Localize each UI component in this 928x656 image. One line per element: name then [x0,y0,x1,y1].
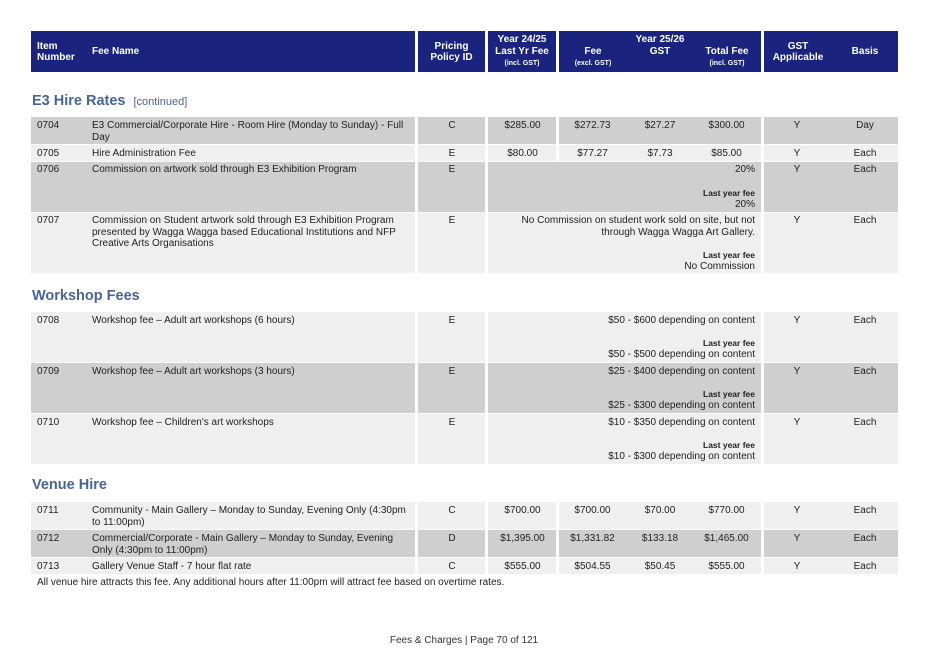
table-row [31,363,898,413]
last-year-fee: $700.00 [504,505,541,516]
pricing-policy: E [448,315,456,326]
page-footer: Fees & Charges | Page 70 of 121 [389,635,539,646]
header-group-gst [764,31,898,72]
pricing-policy: D [448,533,456,544]
gst-applicable: Y [793,315,801,326]
fee-value: $25 - $400 depending on content [608,366,755,377]
basis: Each [853,533,877,544]
pricing-policy: E [448,164,456,175]
header-year-prev-label: Year 24/25 [497,34,547,45]
table-row [31,558,898,574]
fee-name: Workshop fee – Adult art workshops (3 hours) [92,366,295,377]
header-group-item [31,31,415,72]
basis: Each [853,505,877,516]
gst-applicable: Y [793,505,801,516]
gst-applicable: Y [793,533,801,544]
pricing-policy: C [448,120,456,131]
table-row [31,312,898,362]
section-e3-title-text: E3 Hire Rates [32,93,126,109]
header-gst-applicable [764,41,832,63]
basis: Each [853,315,877,326]
basis: Each [853,164,877,175]
basis: Each [853,561,877,572]
gst-applicable: Y [793,215,801,226]
item-number: 0713 [37,561,60,572]
fee-name: Hire Administration Fee [92,148,196,159]
last-year-fee-label: Last year fee [703,250,755,260]
fee-value: 20% [734,164,755,175]
item-number: 0704 [37,120,60,131]
header-total-fee-sub: (incl. GST) [709,60,745,67]
last-year-fee-label: Last year fee [703,440,755,450]
basis: Day [856,120,874,131]
pricing-policy: C [448,505,456,516]
gst-applicable: Y [793,164,801,175]
last-year-fee: $285.00 [504,120,541,131]
fee-name: Commission on Student artwork sold through E3 Exhibition Program presented by Wagga Wagga based Educational Institutions and NFP Creative Arts Organisations [92,215,396,249]
pricing-policy: C [448,561,456,572]
fee-excl-gst: $504.55 [574,561,611,572]
gst-applicable: Y [793,366,801,377]
last-year-fee-label: Last year fee [703,188,755,198]
table-row [31,213,898,273]
header-item-number [37,41,75,63]
last-year-fee-value: $50 - $500 depending on content [608,349,755,360]
table-row [31,162,898,212]
gst-applicable: Y [793,120,801,131]
fee-name: Commercial/Corporate - Main Gallery – Monday to Sunday, Evening Only (4:30pm to 11:00pm) [92,533,394,556]
item-number: 0712 [37,533,60,544]
gst-amount: $7.73 [647,148,673,159]
pricing-policy: E [448,215,456,226]
header-pricing-line2: Policy ID [430,52,473,63]
fee-excl-gst: $700.00 [574,505,611,516]
header-gst: GST [649,46,671,57]
header-pricing-line1: Pricing [434,41,469,52]
fee-excl-gst: $77.27 [577,148,608,159]
total-fee: $300.00 [708,120,745,131]
header-item-number-line1: Item [37,41,58,52]
header-total-fee: Total Fee [705,46,749,57]
header-basis: Basis [851,46,879,57]
table-row [31,117,898,144]
header-fee-name: Fee Name [92,46,140,57]
header-year-cur [559,31,761,72]
last-year-fee-label: Last year fee [703,338,755,348]
header-year-prev [488,31,556,72]
pricing-policy: E [448,148,456,159]
item-number: 0711 [37,505,59,516]
section-title-e3 [32,93,187,109]
total-fee: $770.00 [708,505,745,516]
pricing-policy: E [448,417,456,428]
last-year-fee-value: $10 - $300 depending on content [608,451,755,462]
last-year-fee-value: 20% [734,199,755,210]
item-number: 0705 [37,148,60,159]
item-number: 0706 [37,164,60,175]
pricing-policy: E [448,366,456,377]
last-year-fee-label: Last year fee [703,389,755,399]
header-gst-app-line1: GST [787,41,809,52]
section-e3-subtitle: [continued] [133,96,188,108]
total-fee: $85.00 [711,148,742,159]
basis: Each [853,417,877,428]
fee-name: Workshop fee – Adult art workshops (6 hours) [92,315,295,326]
fee-name: Commission on artwork sold through E3 Exhibition Program [92,164,357,175]
item-number: 0707 [37,215,60,226]
table-row [31,414,898,464]
table-row [31,502,898,529]
header-fee-sub: (excl. GST) [574,60,612,67]
fee-excl-gst: $1,331.82 [570,533,615,544]
last-year-fee-value: $25 - $300 depending on content [608,400,755,411]
last-year-fee: $555.00 [504,561,541,572]
fee-value-line2: through Wagga Wagga Art Gallery. [601,226,755,238]
item-number: 0710 [37,417,60,428]
section-title-workshop: Workshop Fees [32,288,140,304]
total-fee: $1,465.00 [704,533,749,544]
fee-excl-gst: $272.73 [574,120,611,131]
venue-hire-note: All venue hire attracts this fee. Any additional hours after 11:00pm will attract fee based on overtime rates. [37,577,505,588]
gst-applicable: Y [793,417,801,428]
basis: Each [853,148,877,159]
item-number: 0709 [37,366,60,377]
header-last-yr-fee-sub: (incl. GST) [504,60,540,67]
gst-amount: $70.00 [644,505,676,516]
header-last-yr-fee: Last Yr Fee [495,46,549,57]
last-year-fee-value: No Commission [684,261,755,272]
basis: Each [853,366,877,377]
fee-value-line1: No Commission on student work sold on site, but not [521,215,755,226]
section-title-venue: Venue Hire [32,477,107,493]
fee-value: $10 - $350 depending on content [608,417,755,428]
header-fee: Fee [584,46,602,57]
header-gst-app-line2: Applicable [772,52,824,63]
basis: Each [853,215,877,226]
gst-applicable: Y [793,148,801,159]
fee-name: Community - Main Gallery – Monday to Sunday, Evening Only (4:30pm to 11:00pm) [92,505,406,528]
last-year-fee: $80.00 [507,148,538,159]
gst-applicable: Y [793,561,801,572]
last-year-fee: $1,395.00 [500,533,545,544]
fee-name: E3 Commercial/Corporate Hire - Room Hire (Monday to Sunday) - Full Day [92,120,404,143]
gst-amount: $133.18 [641,533,679,544]
header-item-number-line2: Number [37,52,75,63]
header-year-cur-label: Year 25/26 [635,34,685,45]
gst-amount: $27.27 [644,120,676,131]
table-row [31,145,898,161]
fee-name: Gallery Venue Staff - 7 hour flat rate [92,561,252,572]
fee-name: Workshop fee – Children's art workshops [92,417,274,428]
fee-value: $50 - $600 depending on content [608,315,755,326]
total-fee: $555.00 [708,561,745,572]
table-row [31,530,898,557]
item-number: 0708 [37,315,60,326]
header-pricing-policy [418,31,485,72]
gst-amount: $50.45 [644,561,676,572]
